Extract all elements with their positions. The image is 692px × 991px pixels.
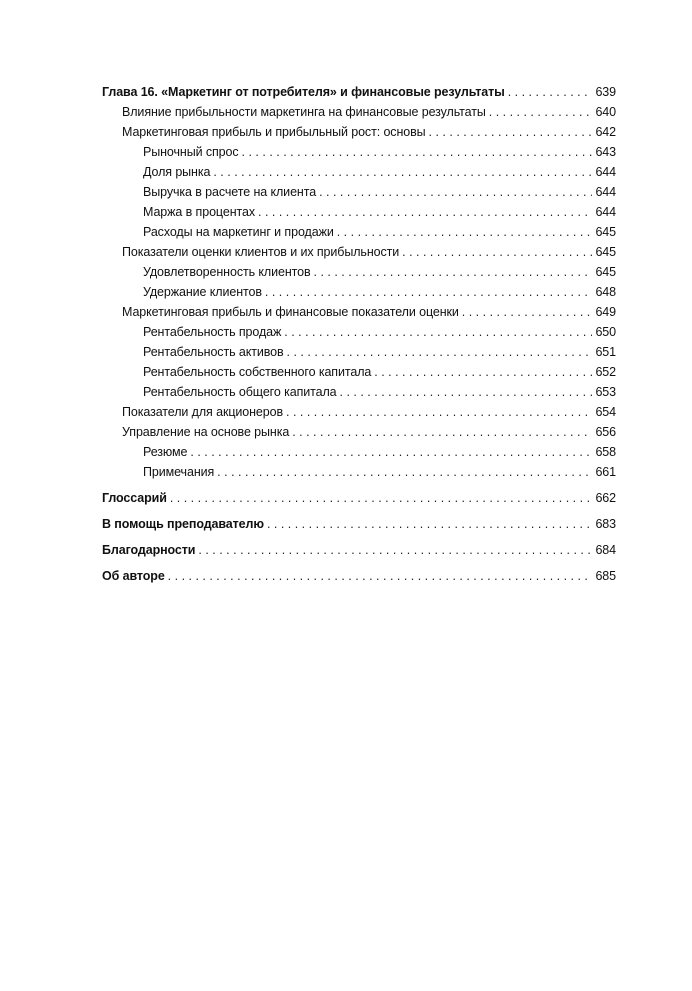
dot-leader	[337, 222, 593, 242]
toc-entry-page-number: 651	[595, 345, 616, 359]
toc-entry	[102, 382, 616, 402]
toc-entry-page-number: 639	[595, 85, 616, 99]
toc-entry	[102, 488, 616, 508]
toc-entry-page-number: 656	[595, 425, 616, 439]
toc-entry-page-number: 642	[595, 125, 616, 139]
dot-leader	[374, 362, 592, 382]
dot-leader	[314, 262, 593, 282]
toc-entry	[102, 122, 616, 142]
toc-entry-page-number: 654	[595, 405, 616, 419]
toc-entry-title: Маркетинговая прибыль и финансовые показатели оценки	[122, 305, 459, 319]
toc-entry	[102, 242, 616, 262]
toc-entry	[102, 302, 616, 322]
toc-entry	[102, 202, 616, 222]
toc-entry	[102, 82, 616, 102]
dot-leader	[258, 202, 592, 222]
toc-entry-title: Рентабельность продаж	[143, 325, 282, 339]
toc-entry-title: В помощь преподавателю	[102, 517, 264, 531]
toc-entry-title: Об авторе	[102, 569, 165, 583]
toc-entry	[102, 222, 616, 242]
toc-entry-page-number: 640	[595, 105, 616, 119]
toc-entry-page-number: 645	[595, 225, 616, 239]
dot-leader	[462, 302, 593, 322]
toc-entry	[102, 322, 616, 342]
toc-entry-page-number: 650	[595, 325, 616, 339]
toc-entry-title: Рентабельность собственного капитала	[143, 365, 372, 379]
toc-entry-title: Маржа в процентах	[143, 205, 255, 219]
dot-leader	[286, 402, 592, 422]
toc-entry-page-number: 645	[595, 245, 616, 259]
dot-leader	[292, 422, 592, 442]
toc-entry	[102, 142, 616, 162]
dot-leader	[170, 488, 593, 508]
dot-leader	[168, 566, 593, 586]
dot-leader	[217, 462, 592, 482]
toc-entry	[102, 342, 616, 362]
toc-entry	[102, 362, 616, 382]
toc-entry-title: Расходы на маркетинг и продажи	[143, 225, 334, 239]
dot-leader	[287, 342, 593, 362]
dot-leader	[508, 82, 593, 102]
toc-entry-title: Влияние прибыльности маркетинга на финансовые результаты	[122, 105, 486, 119]
toc-entry-title: Рыночный спрос	[143, 145, 239, 159]
dot-leader	[265, 282, 593, 302]
toc-entry	[102, 566, 616, 586]
toc-entry-page-number: 661	[595, 465, 616, 479]
table-of-contents	[102, 82, 616, 586]
toc-entry	[102, 102, 616, 122]
toc-entry-title: Доля рынка	[143, 165, 211, 179]
dot-leader	[213, 162, 592, 182]
toc-entry-title: Благодарности	[102, 543, 196, 557]
dot-leader	[402, 242, 592, 262]
dot-leader	[242, 142, 593, 162]
toc-entry-title: Маркетинговая прибыль и прибыльный рост: основы	[122, 125, 426, 139]
toc-entry	[102, 514, 616, 534]
toc-entry-page-number: 683	[595, 517, 616, 531]
toc-entry-page-number: 685	[595, 569, 616, 583]
toc-entry-title: Выручка в расчете на клиента	[143, 185, 317, 199]
toc-entry-title: Показатели оценки клиентов и их прибыльности	[122, 245, 400, 259]
toc-entry-page-number: 652	[595, 365, 616, 379]
dot-leader	[429, 122, 593, 142]
dot-leader	[198, 540, 592, 560]
toc-entry-title: Глоссарий	[102, 491, 167, 505]
dot-leader	[284, 322, 592, 342]
toc-entry-page-number: 643	[595, 145, 616, 159]
dot-leader	[319, 182, 592, 202]
toc-entry-title: Резюме	[143, 445, 188, 459]
toc-entry-title: Показатели для акционеров	[122, 405, 284, 419]
toc-entry-page-number: 644	[595, 165, 616, 179]
toc-entry	[102, 422, 616, 442]
toc-entry	[102, 462, 616, 482]
toc-entry	[102, 540, 616, 560]
toc-entry-page-number: 648	[595, 285, 616, 299]
toc-entry-page-number: 644	[595, 205, 616, 219]
toc-entry-title: Управление на основе рынка	[122, 425, 290, 439]
toc-entry-page-number: 645	[595, 265, 616, 279]
toc-entry-page-number: 644	[595, 185, 616, 199]
toc-entry	[102, 182, 616, 202]
toc-entry-page-number: 662	[595, 491, 616, 505]
toc-entry-page-number: 658	[595, 445, 616, 459]
toc-entry-title: Глава 16. «Маркетинг от потребителя» и финансовые результаты	[102, 85, 505, 99]
toc-entry	[102, 262, 616, 282]
dot-leader	[340, 382, 593, 402]
toc-entry-title: Рентабельность активов	[143, 345, 284, 359]
toc-entry	[102, 402, 616, 422]
toc-entry-title: Рентабельность общего капитала	[143, 385, 337, 399]
toc-entry	[102, 442, 616, 462]
dot-leader	[190, 442, 592, 462]
toc-entry-page-number: 653	[595, 385, 616, 399]
dot-leader	[267, 514, 592, 534]
toc-entry	[102, 162, 616, 182]
toc-entry	[102, 282, 616, 302]
toc-entry-title: Удовлетворенность клиентов	[143, 265, 311, 279]
toc-entry-title: Удержание клиентов	[143, 285, 262, 299]
dot-leader	[489, 102, 593, 122]
toc-entry-page-number: 649	[595, 305, 616, 319]
toc-entry-title: Примечания	[143, 465, 215, 479]
toc-entry-page-number: 684	[595, 543, 616, 557]
